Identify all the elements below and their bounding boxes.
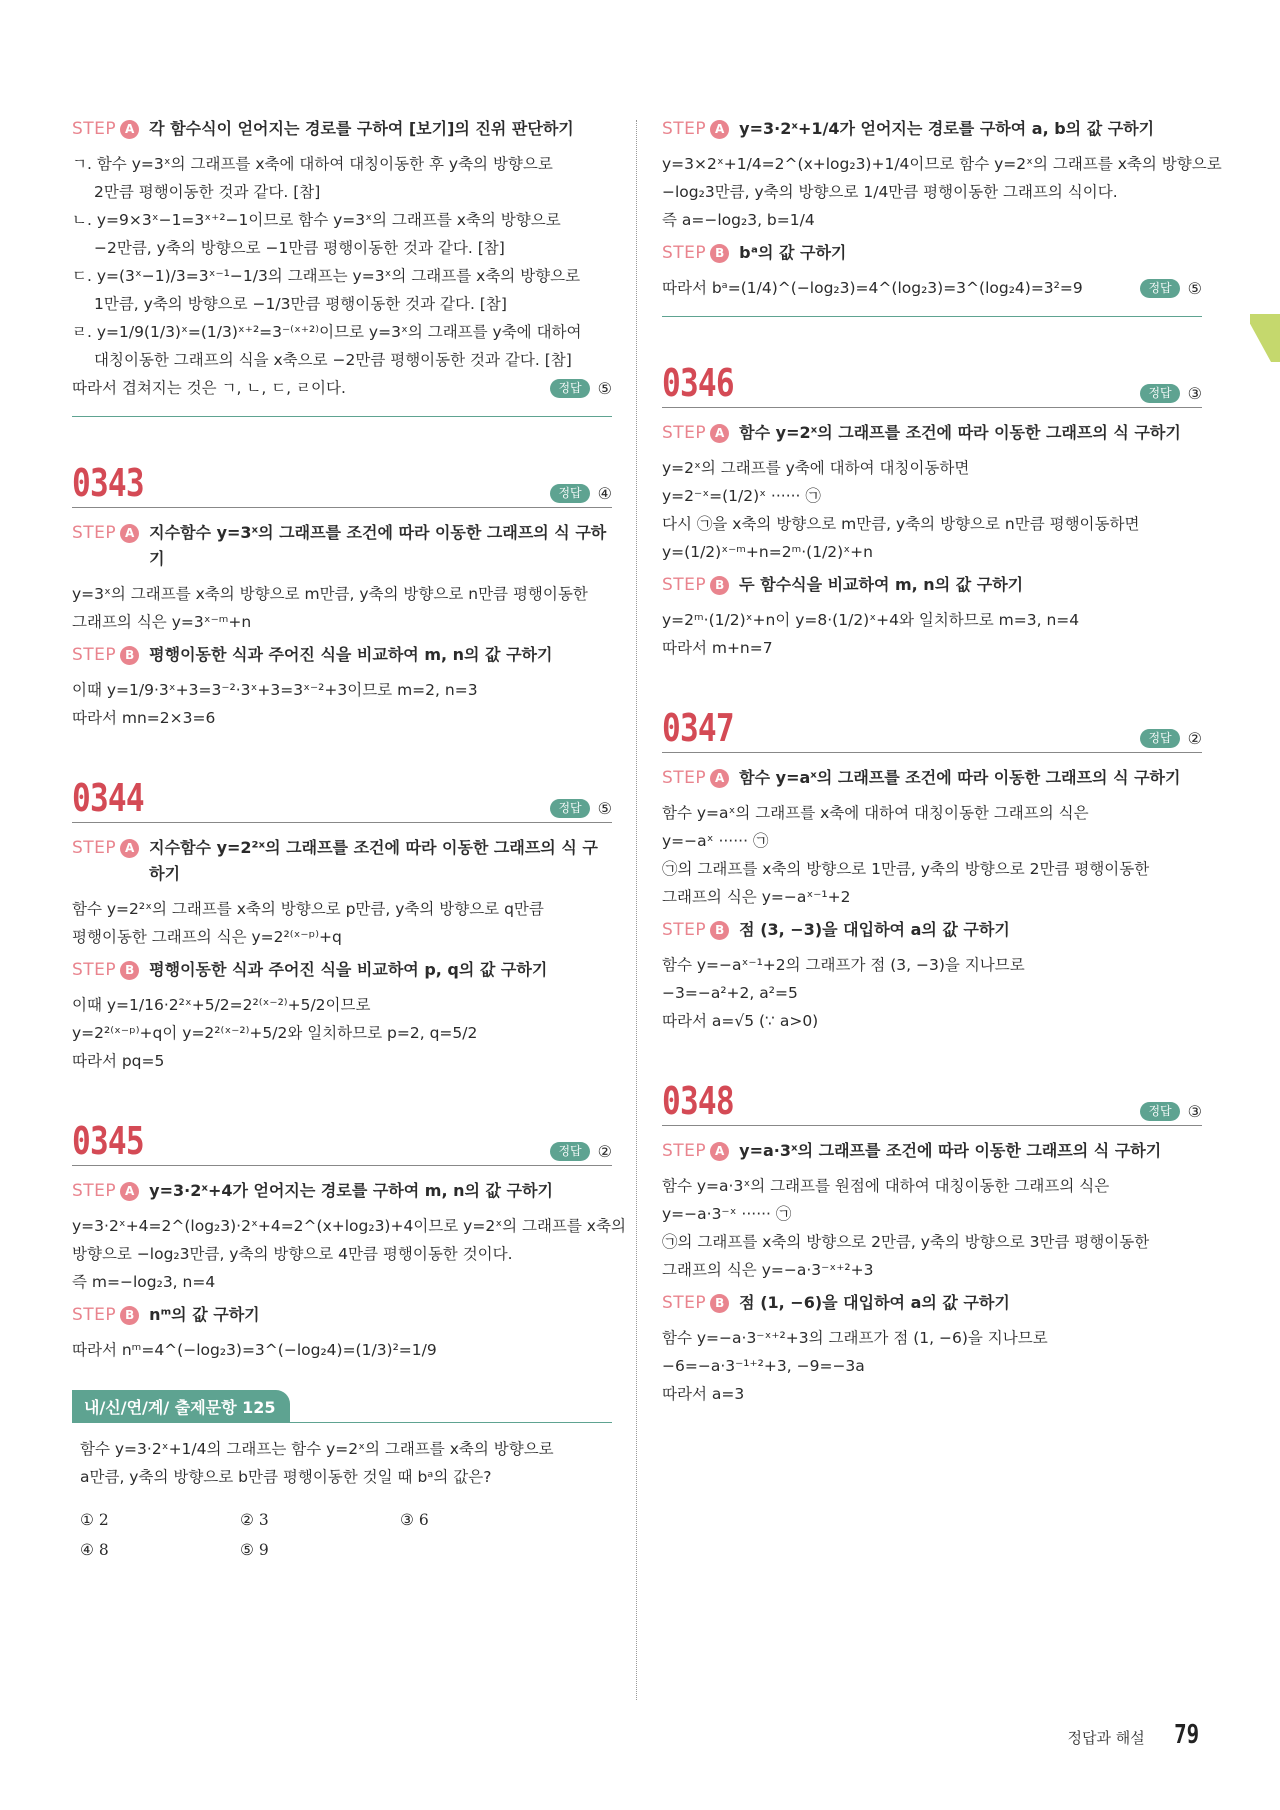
solution-line: −6=−a·3⁻¹⁺²+3, −9=−3a — [662, 1357, 865, 1375]
solution-line: 함수 y=2²ˣ의 그래프를 x축의 방향으로 p만큼, y축의 방향으로 q만큼 — [72, 900, 544, 918]
step-b — [662, 1290, 1202, 1316]
conclusion-row — [662, 274, 1202, 302]
step-tag: STEP — [72, 960, 117, 980]
solution-line: y=3×2ˣ+1/4=2^(x+log₂3)+1/4이므로 함수 y=2ˣ의 그래프를 x축의 방향으로 — [662, 155, 1222, 173]
answer-value: ③ — [1187, 384, 1202, 403]
step-tag: STEP — [662, 1141, 707, 1161]
answer-value: ⑤ — [597, 378, 612, 398]
linked-exam-title: 내/신/연/계/ 출제문항 125 — [72, 1390, 290, 1423]
solution-line: 다시 ㉠을 x축의 방향으로 m만큼, y축의 방향으로 n만큼 평행이동하면 — [662, 515, 1140, 533]
solution-line: y=3ˣ의 그래프를 x축의 방향으로 m만큼, y축의 방향으로 n만큼 평행이동한 — [72, 585, 588, 603]
solution-line: ㄱ. 함수 y=3ˣ의 그래프를 x축에 대하여 대칭이동한 후 y축의 방향으로 — [72, 155, 553, 173]
problem-number: 0344 — [72, 776, 144, 820]
mock-solution — [662, 116, 1222, 317]
answer-value: ④ — [597, 484, 612, 503]
step-title: 평행이동한 식과 주어진 식을 비교하여 m, n의 값 구하기 — [149, 645, 553, 664]
step-tag: STEP — [662, 423, 707, 443]
solution-line: 방향으로 −log₂3만큼, y축의 방향으로 4만큼 평행이동한 것이다. — [72, 1245, 513, 1263]
answer-value: ⑤ — [597, 799, 612, 818]
problem-number: 0345 — [72, 1119, 144, 1163]
solution-line: 평행이동한 그래프의 식은 y=2²⁽ˣ⁻ᵖ⁾+q — [72, 928, 342, 946]
answer — [550, 1142, 612, 1161]
step-title: 함수 y=aˣ의 그래프를 조건에 따라 이동한 그래프의 식 구하기 — [739, 768, 1181, 787]
problem-header — [662, 1081, 1202, 1126]
choice-1: ① 2 — [80, 1511, 109, 1529]
step-a — [662, 1138, 1202, 1164]
answer — [550, 799, 612, 818]
step-badge: A — [710, 1142, 729, 1161]
answer-badge: 정답 — [1140, 729, 1179, 748]
step-badge: B — [120, 1306, 139, 1325]
step-tag: STEP — [662, 575, 707, 595]
step-b — [662, 240, 1202, 266]
step-title: y=3·2ˣ+4가 얻어지는 경로를 구하여 m, n의 값 구하기 — [149, 1181, 553, 1200]
problem-0345 — [72, 1119, 626, 1364]
section-rule — [662, 316, 1202, 317]
solution-line: y=2⁻ˣ=(1/2)ˣ ······ ㉠ — [662, 487, 821, 505]
step-b — [72, 957, 612, 983]
step-tag: STEP — [662, 920, 707, 940]
solution-line: 즉 a=−log₂3, b=1/4 — [662, 211, 815, 229]
solution-line: 따라서 a=3 — [662, 1385, 745, 1403]
choice-4: ④ 8 — [80, 1541, 109, 1559]
step-tag: STEP — [72, 645, 117, 665]
solution-line: 함수 y=−aˣ⁻¹+2의 그래프가 점 (3, −3)을 지나므로 — [662, 956, 1025, 974]
problem-0346 — [662, 363, 1202, 662]
linked-exam-body — [72, 1423, 612, 1565]
step-badge: A — [710, 424, 729, 443]
solution-line: 함수 y=−a·3⁻ˣ⁺²+3의 그래프가 점 (1, −6)을 지나므로 — [662, 1329, 1048, 1347]
solution-line: 함수 y=a·3ˣ의 그래프를 원점에 대하여 대칭이동한 그래프의 식은 — [662, 1177, 1110, 1195]
step-title: y=3·2ˣ+1/4가 얻어지는 경로를 구하여 a, b의 값 구하기 — [739, 119, 1155, 138]
step-title: 두 함수식을 비교하여 m, n의 값 구하기 — [739, 575, 1024, 594]
choice-2: ② 3 — [240, 1511, 269, 1529]
solution-line: 따라서 m+n=7 — [662, 639, 773, 657]
solution-line: y=2ᵐ·(1/2)ˣ+n이 y=8·(1/2)ˣ+4와 일치하므로 m=3, n=4 — [662, 611, 1080, 629]
answer-value: ③ — [1187, 1102, 1202, 1121]
answer — [1140, 279, 1202, 298]
solution-line: 즉 m=−log₂3, n=4 — [72, 1273, 216, 1291]
solution-line: 그래프의 식은 y=−aˣ⁻¹+2 — [662, 888, 851, 906]
step-title: 점 (3, −3)을 대입하여 a의 값 구하기 — [739, 920, 1010, 939]
right-column — [662, 110, 1222, 1408]
solution-line: y=2ˣ의 그래프를 y축에 대하여 대칭이동하면 — [662, 459, 970, 477]
step-tag: STEP — [72, 523, 117, 543]
step-tag: STEP — [72, 1181, 117, 1201]
solution-line: 따라서 pq=5 — [72, 1052, 165, 1070]
answer-badge: 정답 — [550, 484, 589, 503]
step-badge: B — [710, 244, 729, 263]
step-title: 점 (1, −6)을 대입하여 a의 값 구하기 — [739, 1293, 1010, 1312]
answer-value: ② — [1187, 729, 1202, 748]
linked-exam-problem — [72, 1390, 612, 1565]
problem-0344 — [72, 778, 612, 1075]
solution-line: y=−aˣ ······ ㉠ — [662, 832, 769, 850]
step-a — [72, 835, 612, 887]
step-badge: B — [710, 1294, 729, 1313]
step-title: 함수 y=2ˣ의 그래프를 조건에 따라 이동한 그래프의 식 구하기 — [739, 423, 1181, 442]
step-a — [662, 420, 1202, 446]
solution-line: 1만큼, y축의 방향으로 −1/3만큼 평행이동한 것과 같다. [참] — [94, 295, 507, 313]
answer-badge: 정답 — [1140, 384, 1179, 403]
answer-value: ② — [597, 1142, 612, 1161]
solution-line: ㄴ. y=9×3ˣ−1=3ˣ⁺²−1이므로 함수 y=3ˣ의 그래프를 x축의 방향으로 — [72, 211, 561, 229]
step-title: nᵐ의 값 구하기 — [149, 1305, 260, 1324]
answer — [1140, 1102, 1202, 1121]
chapter-side-tab — [1250, 314, 1280, 362]
step-a — [72, 520, 612, 572]
linked-exam-header — [72, 1390, 612, 1423]
problem-header — [662, 708, 1202, 753]
page-number: 79 — [1173, 1720, 1199, 1750]
step-b — [662, 917, 1202, 943]
prev-solution — [72, 116, 612, 417]
left-column — [72, 110, 626, 1565]
step-a — [72, 116, 612, 142]
section-rule — [72, 416, 612, 417]
problem-0343 — [72, 463, 612, 732]
problem-0347 — [662, 708, 1202, 1035]
problem-0348 — [662, 1081, 1202, 1408]
step-title: y=a·3ˣ의 그래프를 조건에 따라 이동한 그래프의 식 구하기 — [739, 1141, 1162, 1160]
step-badge: A — [120, 120, 139, 139]
answer — [550, 484, 612, 503]
problem-header — [662, 363, 1202, 408]
problem-number: 0346 — [662, 361, 734, 405]
step-badge: A — [120, 524, 139, 543]
problem-header — [72, 778, 612, 823]
solution-line: 2만큼 평행이동한 것과 같다. [참] — [94, 183, 321, 201]
step-b — [72, 642, 612, 668]
solution-line: y=2²⁽ˣ⁻ᵖ⁾+q이 y=2²⁽ˣ⁻²⁾+5/2와 일치하므로 p=2, q=5/2 — [72, 1024, 478, 1042]
problem-number: 0348 — [662, 1079, 734, 1123]
step-title: 각 함수식이 얻어지는 경로를 구하여 [보기]의 진위 판단하기 — [149, 119, 574, 138]
step-tag: STEP — [662, 119, 707, 139]
step-b — [72, 1302, 612, 1328]
step-title: 지수함수 y=2²ˣ의 그래프를 조건에 따라 이동한 그래프의 식 구하기 — [149, 838, 598, 883]
answer — [1140, 729, 1202, 748]
column-divider — [636, 120, 637, 1700]
solution-line: y=(1/2)ˣ⁻ᵐ+n=2ᵐ·(1/2)ˣ+n — [662, 543, 873, 561]
solution-line: 따라서 a=√5 (∵ a>0) — [662, 1012, 819, 1030]
step-tag: STEP — [662, 1293, 707, 1313]
step-badge: B — [710, 576, 729, 595]
step-tag: STEP — [72, 1305, 117, 1325]
solution-line: y=3·2ˣ+4=2^(log₂3)·2ˣ+4=2^(x+log₂3)+4이므로 y=2ˣ의 그래프를 x축의 — [72, 1217, 626, 1235]
step-tag: STEP — [662, 243, 707, 263]
choice-3: ③ 6 — [400, 1511, 429, 1529]
problem-number: 0347 — [662, 706, 734, 750]
solution-line: −3=−a²+2, a²=5 — [662, 984, 798, 1002]
answer-badge: 정답 — [550, 379, 589, 398]
choice-list — [80, 1505, 604, 1565]
solution-line: ㉠의 그래프를 x축의 방향으로 1만큼, y축의 방향으로 2만큼 평행이동한 — [662, 860, 1150, 878]
solution-line: −log₂3만큼, y축의 방향으로 1/4만큼 평행이동한 그래프의 식이다. — [662, 183, 1118, 201]
step-title: 평행이동한 식과 주어진 식을 비교하여 p, q의 값 구하기 — [149, 960, 548, 979]
solution-line: −2만큼, y축의 방향으로 −1만큼 평행이동한 것과 같다. [참] — [94, 239, 505, 257]
answer — [550, 379, 612, 398]
page-footer — [1067, 1720, 1202, 1750]
solution-line: 따라서 nᵐ=4^(−log₂3)=3^(−log₂4)=(1/3)²=1/9 — [72, 1341, 437, 1359]
question-line: 함수 y=3·2ˣ+1/4의 그래프는 함수 y=2ˣ의 그래프를 x축의 방향으로 — [80, 1440, 554, 1458]
answer-badge: 정답 — [1140, 279, 1179, 298]
problem-number: 0343 — [72, 461, 144, 505]
step-badge: B — [710, 921, 729, 940]
answer-value: ⑤ — [1187, 278, 1202, 298]
answer-badge: 정답 — [550, 799, 589, 818]
step-title: 지수함수 y=3ˣ의 그래프를 조건에 따라 이동한 그래프의 식 구하기 — [149, 523, 607, 568]
step-title: bᵃ의 값 구하기 — [739, 243, 847, 262]
step-badge: A — [710, 120, 729, 139]
step-a — [662, 765, 1202, 791]
solution-line: ㄷ. y=(3ˣ−1)/3=3ˣ⁻¹−1/3의 그래프는 y=3ˣ의 그래프를 x축의 방향으로 — [72, 267, 581, 285]
solution-line: 그래프의 식은 y=3ˣ⁻ᵐ+n — [72, 613, 252, 631]
step-b — [662, 572, 1202, 598]
footer-label: 정답과 해설 — [1067, 1729, 1145, 1747]
solution-line: 대칭이동한 그래프의 식을 x축으로 −2만큼 평행이동한 것과 같다. [참] — [94, 351, 572, 369]
step-badge: B — [120, 961, 139, 980]
problem-header — [72, 1121, 612, 1166]
choice-5: ⑤ 9 — [240, 1541, 269, 1559]
solution-line: ㄹ. y=1/9(1/3)ˣ=(1/3)ˣ⁺²=3⁻⁽ˣ⁺²⁾이므로 y=3ˣ의 그래프를 y축에 대하여 — [72, 323, 582, 341]
step-badge: A — [710, 769, 729, 788]
solution-line: 이때 y=1/9·3ˣ+3=3⁻²·3ˣ+3=3ˣ⁻²+3이므로 m=2, n=3 — [72, 681, 478, 699]
solution-line: y=−a·3⁻ˣ ······ ㉠ — [662, 1205, 792, 1223]
solution-line: 그래프의 식은 y=−a·3⁻ˣ⁺²+3 — [662, 1261, 874, 1279]
solution-line: ㉠의 그래프를 x축의 방향으로 2만큼, y축의 방향으로 3만큼 평행이동한 — [662, 1233, 1150, 1251]
solution-line: 함수 y=aˣ의 그래프를 x축에 대하여 대칭이동한 그래프의 식은 — [662, 804, 1089, 822]
step-tag: STEP — [72, 838, 117, 858]
solution-line: 이때 y=1/16·2²ˣ+5/2=2²⁽ˣ⁻²⁾+5/2이므로 — [72, 996, 371, 1014]
step-badge: A — [120, 839, 139, 858]
linked-exam-rule — [290, 1422, 612, 1423]
step-tag: STEP — [662, 768, 707, 788]
answer-badge: 정답 — [1140, 1102, 1179, 1121]
answer — [1140, 384, 1202, 403]
solution-line: 따라서 mn=2×3=6 — [72, 709, 216, 727]
step-a — [72, 1178, 612, 1204]
question-line: a만큼, y축의 방향으로 b만큼 평행이동한 것일 때 bᵃ의 값은? — [80, 1468, 492, 1486]
conclusion-row — [72, 374, 612, 402]
step-badge: B — [120, 646, 139, 665]
step-tag: STEP — [72, 119, 117, 139]
conclusion: 따라서 겹쳐지는 것은 ㄱ, ㄴ, ㄷ, ㄹ이다. — [72, 379, 346, 397]
problem-header — [72, 463, 612, 508]
step-badge: A — [120, 1182, 139, 1201]
answer-badge: 정답 — [550, 1142, 589, 1161]
step-a — [662, 116, 1202, 142]
solution-line: 따라서 bᵃ=(1/4)^(−log₂3)=4^(log₂3)=3^(log₂4)=3²=9 — [662, 279, 1083, 297]
